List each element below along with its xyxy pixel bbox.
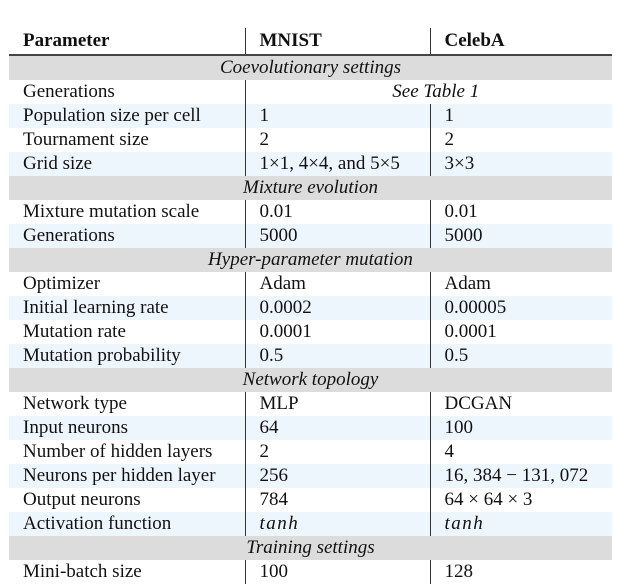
- parameter-cell: Input neurons: [9, 416, 245, 440]
- table-header-row: [9, 28, 612, 55]
- mnist-value-cell: 100: [245, 560, 430, 584]
- parameter-cell: Mini-batch size: [23, 561, 142, 582]
- celeba-value-cell: 0.00005: [430, 296, 612, 320]
- mnist-value-cell: 64: [245, 416, 430, 440]
- celeba-value-cell: DCGAN: [430, 392, 612, 416]
- table-row: [9, 560, 612, 584]
- mnist-value-cell: 0.0001: [245, 320, 430, 344]
- header-celeba: CelebA: [430, 28, 612, 55]
- celeba-value-cell: 5000: [430, 224, 612, 248]
- celeba-value-cell: 4: [430, 440, 612, 464]
- celeba-value-cell: 3×3: [430, 152, 612, 176]
- parameter-cell: Grid size: [9, 152, 245, 176]
- mnist-value-cell: tanh: [245, 512, 430, 536]
- celeba-value-cell: 1: [430, 104, 612, 128]
- mnist-value-cell: 1: [245, 104, 430, 128]
- table-row: [9, 224, 612, 248]
- mnist-value-cell: 256: [245, 464, 430, 488]
- table-row: [9, 488, 612, 512]
- section-title: Hyper-parameter mutation: [9, 248, 612, 272]
- table-row: [9, 320, 612, 344]
- section-header-row: [9, 248, 612, 272]
- parameter-cell: Mutation rate: [23, 321, 126, 342]
- celeba-value-cell: 100: [430, 416, 612, 440]
- mnist-value-cell: 1×1, 4×4, and 5×5: [245, 152, 430, 176]
- table-row: [9, 200, 612, 224]
- celeba-value-cell: 16, 384 − 131, 072: [430, 464, 612, 488]
- table-row: [9, 272, 612, 296]
- celeba-value-cell: 0.01: [430, 200, 612, 224]
- table-row: [9, 440, 612, 464]
- hyperparameter-table: [9, 28, 612, 584]
- parameter-cell: Population size per cell: [9, 104, 245, 128]
- mnist-value-cell: MLP: [245, 392, 430, 416]
- header-mnist: MNIST: [245, 28, 430, 55]
- section-title: Mixture evolution: [9, 176, 612, 200]
- table-row: [9, 152, 612, 176]
- parameter-cell: Tournament size: [23, 129, 149, 150]
- table-row: [9, 104, 612, 128]
- table-row: [9, 512, 612, 536]
- table-row: [9, 296, 612, 320]
- mnist-value-cell: 0.5: [245, 344, 430, 368]
- parameter-cell: Activation function: [9, 512, 245, 536]
- table-row: [9, 464, 612, 488]
- mnist-value-cell: 0.01: [245, 200, 430, 224]
- section-title: Network topology: [9, 368, 612, 392]
- mnist-value-cell: 5000: [245, 224, 430, 248]
- mnist-value-cell: 784: [245, 488, 430, 512]
- celeba-value-cell: Adam: [430, 272, 612, 296]
- table-row: [9, 416, 612, 440]
- celeba-value-cell: 0.0001: [430, 320, 612, 344]
- celeba-value-cell: 2: [430, 128, 612, 152]
- table-row: [9, 128, 612, 152]
- section-title: Training settings: [9, 536, 612, 560]
- parameter-cell: Mutation probability: [9, 344, 245, 368]
- mnist-value-cell: 2: [245, 440, 430, 464]
- table-row: [9, 80, 612, 104]
- celeba-value-cell: 0.5: [430, 344, 612, 368]
- parameter-cell: Generations: [23, 81, 115, 102]
- table-row: [9, 344, 612, 368]
- parameter-cell: Initial learning rate: [9, 296, 245, 320]
- section-header-row: [9, 176, 612, 200]
- table-row: [9, 392, 612, 416]
- celeba-value-cell: tanh: [430, 512, 612, 536]
- celeba-value-cell: 128: [430, 560, 612, 584]
- section-title: Coevolutionary settings: [9, 55, 612, 80]
- spanned-value-cell: See Table 1: [245, 80, 612, 104]
- parameter-cell: Output neurons: [23, 489, 141, 510]
- parameter-cell: Number of hidden layers: [23, 441, 213, 462]
- parameter-cell: Generations: [9, 224, 245, 248]
- section-header-row: [9, 536, 612, 560]
- section-header-row: [9, 55, 612, 80]
- mnist-value-cell: 0.0002: [245, 296, 430, 320]
- celeba-value-cell: 64 × 64 × 3: [430, 488, 612, 512]
- section-header-row: [9, 368, 612, 392]
- parameter-cell: Neurons per hidden layer: [9, 464, 245, 488]
- parameter-cell: Optimizer: [23, 273, 101, 294]
- parameter-cell: Network type: [23, 393, 127, 414]
- parameter-cell: Mixture mutation scale: [23, 201, 200, 222]
- mnist-value-cell: Adam: [245, 272, 430, 296]
- mnist-value-cell: 2: [245, 128, 430, 152]
- header-parameter: Parameter: [23, 30, 110, 51]
